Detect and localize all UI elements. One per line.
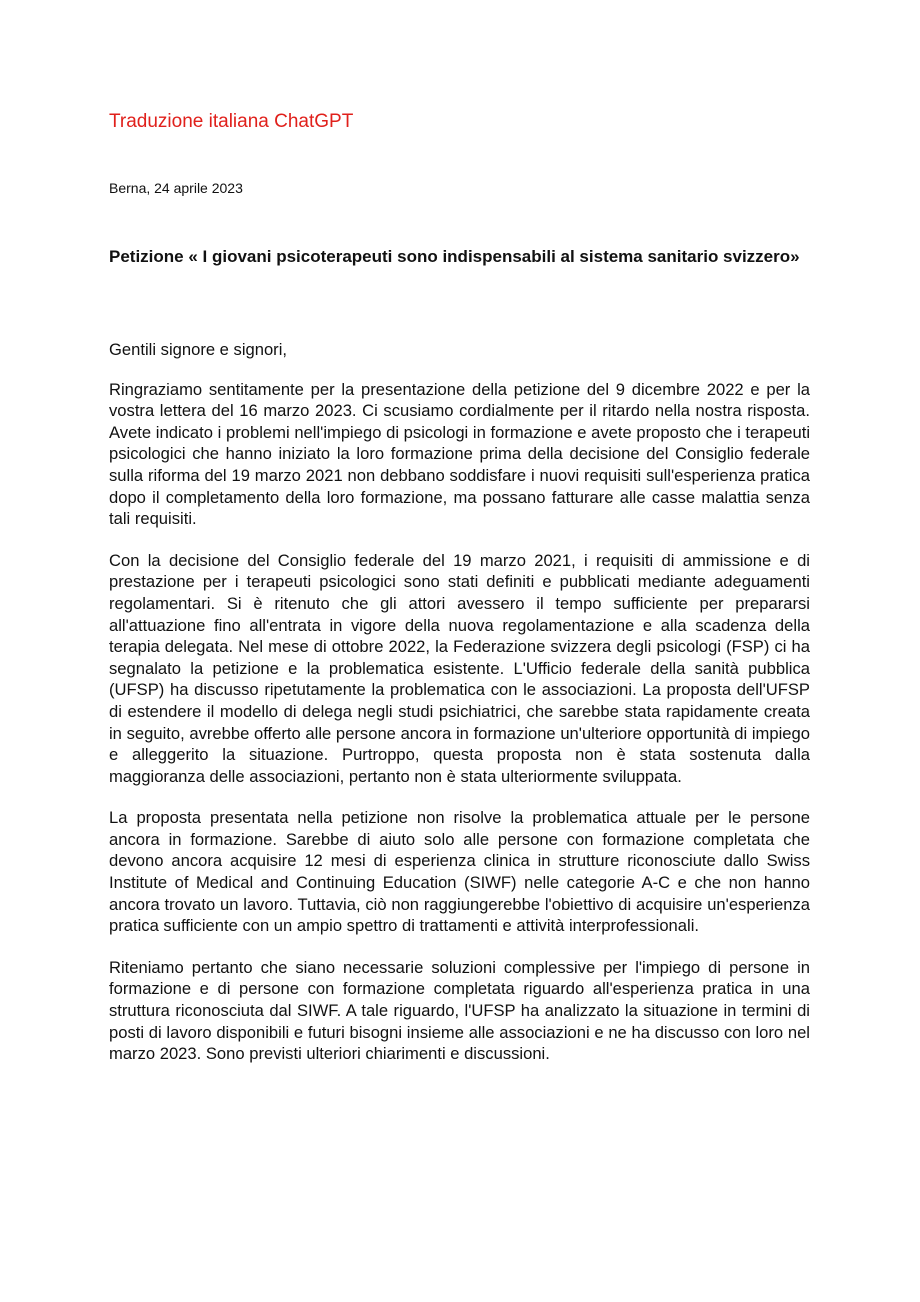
date-line: Berna, 24 aprile 2023 — [109, 180, 243, 196]
paragraph-1: Ringraziamo sentitamente per la presentazione della petizione del 9 dicembre 2022 e per la vostra lettera del 16 marzo 2023. Ci scusiamo cordialmente per il ritardo nella nostra risposta. Avete indicato i problemi nell'impiego di psicologi in formazione e avete proposto che i terapeuti psicologici che hanno iniziato la loro formazione prima della decisione del Consiglio federale sulla riforma del 19 marzo 2021 non debbano soddisfare i nuovi requisiti sull'esperienza pratica dopo il completamento della loro formazione, ma possano fatturare alle casse malattia senza tali requisiti. — [109, 379, 810, 529]
paragraph-4: Riteniamo pertanto che siano necessarie soluzioni complessive per l'impiego di persone in formazione e di persone con formazione completata riguardo all'esperienza pratica in una struttura riconosciuta dal SIWF. A tale riguardo, l'UFSP ha analizzato la situazione in termini di posti di lavoro disponibili e futuri bisogni insieme alle associazioni e ne ha discusso con loro nel marzo 2023. Sono previsti ulteriori chiarimenti e discussioni. — [109, 957, 810, 1064]
salutation: Gentili signore e signori, — [109, 340, 288, 359]
paragraph-2: Con la decisione del Consiglio federale del 19 marzo 2021, i requisiti di ammissione e di prestazione per i terapeuti psicologici sono stati definiti e pubblicati mediante adeguamenti regolamentari. Si è ritenuto che gli attori avessero il tempo sufficiente per prepararsi all'attuazione fino all'entrata in vigore della nuova regolamentazione e alla scadenza della terapia delegata. Nel mese di ottobre 2022, la Federazione svizzera degli psicologi (FSP) ci ha segnalato la petizione e la problematica esistente. L'Ufficio federale della sanità pubblica (UFSP) ha discusso ripetutamente la problematica con le associazioni. La proposta dell'UFSP di estendere il modello di delega negli studi psichiatrici, che sarebbe stata rapidamente creata in seguito, avrebbe offerto alle persone ancora in formazione un'ulteriore opportunità di impiego e alleggerito la situazione. Purtroppo, questa proposta non è stata sostenuta dalla maggioranza delle associazioni, pertanto non è stata ulteriormente sviluppata. — [109, 550, 810, 786]
translation-note: Traduzione italiana ChatGPT — [109, 111, 354, 132]
letter-body — [109, 339, 810, 1085]
paragraph-3: La proposta presentata nella petizione non risolve la problematica attuale per le persone ancora in formazione. Sarebbe di aiuto solo alle persone con formazione completata che devono ancora acquisire 12 mesi di esperienza clinica in strutture riconosciute dallo Swiss Institute of Medical and Continuing Education (SIWF) nelle categorie A-C e che non hanno ancora trovato un lavoro. Tuttavia, ciò non raggiungerebbe l'obiettivo di acquisire un'esperienza pratica sufficiente con un ampio spettro di trattamenti e attività interprofessionali. — [109, 808, 810, 936]
letter-subject: Petizione « I giovani psicoterapeuti sono indispensabili al sistema sanitario svizzero» — [109, 247, 800, 266]
